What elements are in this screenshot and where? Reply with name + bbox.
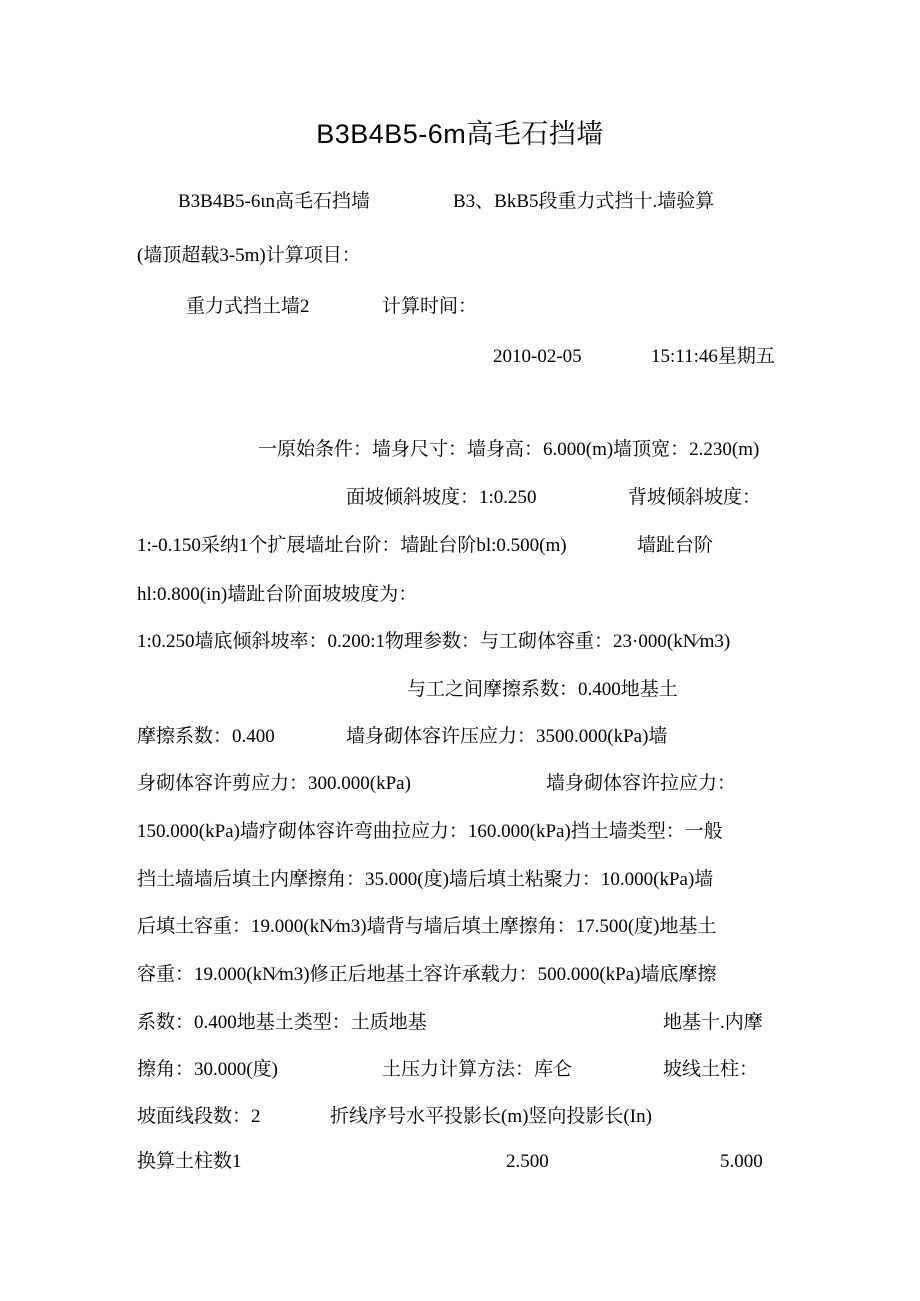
doc-line: 后填土容重：19.000(kN∕m3)墙背与墙后填土摩擦角：17.500(度)地基土 — [137, 916, 717, 937]
doc-line: 摩擦系数：0.400 — [137, 726, 275, 747]
doc-line: 擦角：30.000(度) — [137, 1059, 278, 1080]
doc-line: 身砌体容许剪应力：300.000(kPa) — [137, 773, 411, 794]
doc-line: B3、BkB5段重力式挡十.墙验算 — [453, 191, 715, 212]
doc-line: 墙身砌体容许压应力：3500.000(kPa)墙 — [346, 726, 668, 747]
doc-line: (墙顶超载3-5m)计算项目： — [137, 245, 361, 266]
doc-line: 重力式挡土墙2 — [186, 296, 310, 317]
doc-line: 挡土墙墙后填土内摩擦角：35.000(度)墙后填土粘聚力：10.000(kPa)墙 — [137, 869, 714, 890]
doc-line: 与工之间摩擦系数：0.400地基土 — [407, 679, 678, 700]
doc-line: 5.000 — [720, 1151, 763, 1172]
doc-line: 地基十.内摩 — [663, 1012, 763, 1033]
doc-line: 墙趾台阶 — [637, 535, 714, 556]
doc-line: hl:0.800(in)墙趾台阶面坡坡度为： — [137, 584, 418, 605]
doc-line: 一原始条件：墙身尺寸：墙身高：6.000(m)墙顶宽：2.230(m) — [258, 439, 760, 460]
doc-line: 计算时间： — [382, 296, 478, 317]
doc-line: 墙身砌体容许拉应力： — [546, 773, 737, 794]
doc-line: 系数：0.400地基土类型：土质地基 — [137, 1012, 427, 1033]
doc-line: 折线序号水平投影长(m)竖向投影长(In) — [330, 1106, 652, 1127]
doc-line: 容重：19.000(kN∕m3)修正后地基土容许承载力：500.000(kPa)墙底摩擦 — [137, 964, 717, 985]
doc-line: B3B4B5-6ιn高毛石挡墙 — [178, 191, 370, 212]
doc-line: 150.000(kPa)墙疗砌体容许弯曲拉应力：160.000(kPa)挡土墙类型：一般 — [137, 821, 723, 842]
document-title: B3B4B5-6m高毛石挡墙 — [316, 119, 604, 149]
doc-line: 背坡倾斜坡度： — [628, 487, 762, 508]
doc-line: 面坡倾斜坡度：1:0.250 — [346, 487, 537, 508]
doc-line: 坡线土柱： — [663, 1059, 759, 1080]
doc-line: 15:11:46星期五 — [651, 346, 775, 367]
doc-line: 2.500 — [506, 1151, 549, 1172]
doc-line: 换算土柱数1 — [137, 1151, 242, 1172]
doc-line: 1:-0.150采纳1个扩展墙址台阶：墙趾台阶bl:0.500(m) — [137, 535, 567, 556]
doc-line: 2010-02-05 — [493, 346, 582, 367]
doc-line: 土压力计算方法：库仑 — [382, 1059, 573, 1080]
doc-line: 1:0.250墙底倾斜坡率：0.200:1物理参数：与工砌体容重：23·000(kN∕m3) — [137, 631, 731, 652]
doc-line: 坡面线段数：2 — [137, 1106, 261, 1127]
